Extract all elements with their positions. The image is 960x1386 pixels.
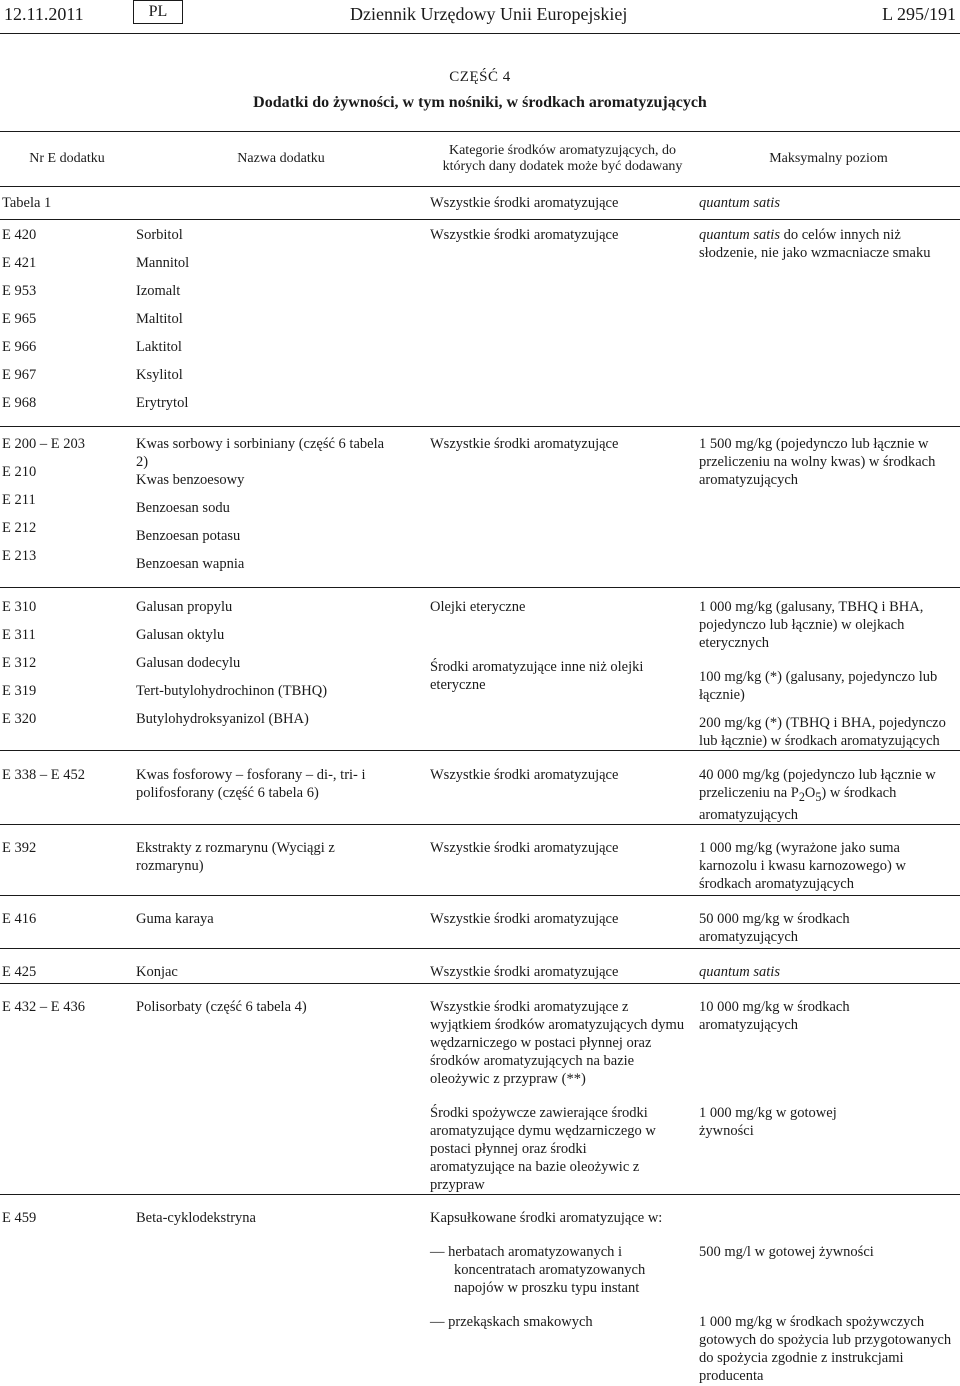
additive-name: Mannitol xyxy=(136,255,190,271)
code: E 319 xyxy=(2,683,37,699)
category-cell: Wszystkie środki aromatyzujące xyxy=(428,948,697,983)
additive-name: Sorbitol xyxy=(136,227,183,243)
code: E 200 – E 203 xyxy=(2,436,85,452)
name-cell: Kwas fosforowy – fosforany – di-, tri- i polifosforany (część 6 tabela 6) xyxy=(134,751,428,825)
code: E 213 xyxy=(2,548,37,564)
header-name: Nazwa dodatku xyxy=(134,132,428,187)
additive-name: Galusan propylu xyxy=(136,599,233,615)
max-text: 40 000 mg/kg (pojedynczo lub łącznie w przeliczeniu na P xyxy=(699,767,936,801)
name-cell xyxy=(134,220,428,427)
publication-date: 12.11.2011 xyxy=(4,4,84,24)
additive-name: Ksylitol xyxy=(136,367,183,383)
code-cell xyxy=(0,220,134,427)
code: E 967 xyxy=(2,367,37,383)
header-code: Nr E dodatku xyxy=(0,132,134,187)
table-row xyxy=(0,220,960,427)
table-row xyxy=(0,187,960,220)
code: E 211 xyxy=(2,492,36,508)
code: E 212 xyxy=(2,520,37,536)
header-max-level: Maksymalny poziom xyxy=(697,132,960,187)
code: E 320 xyxy=(2,711,37,727)
code: E 966 xyxy=(2,339,37,355)
category-text: Olejki eteryczne xyxy=(430,599,526,615)
additive-name: Kwas benzoesowy xyxy=(136,472,245,488)
code: E 965 xyxy=(2,311,37,327)
name-cell xyxy=(134,427,428,588)
max-level-cell: 1 500 mg/kg (pojedynczo lub łącznie w przeliczeniu na wolny kwas) w środkach aromatyzujących xyxy=(697,427,960,588)
header-divider xyxy=(0,33,960,34)
code: E 210 xyxy=(2,464,37,480)
table-row xyxy=(0,948,960,983)
additive-name: Izomalt xyxy=(136,283,181,299)
additive-name: Galusan oktylu xyxy=(136,627,225,643)
header-category: Kategorie środków aromatyzujących, do których dany dodatek może być dodawany xyxy=(428,132,697,187)
max-level-cell xyxy=(697,983,960,1194)
max-level-cell xyxy=(697,1194,960,1385)
additive-name: Maltitol xyxy=(136,311,183,327)
category-cell: Wszystkie środki aromatyzujące xyxy=(428,824,697,895)
category-cell xyxy=(428,588,697,751)
part-heading: CZĘŚĆ 4 xyxy=(449,69,511,85)
max-level-cell xyxy=(697,588,960,751)
additive-name: Tert-butylohydrochinon (TBHQ) xyxy=(136,683,328,699)
max-level-cell xyxy=(697,220,960,427)
table-row xyxy=(0,427,960,588)
additive-name: Galusan dodecylu xyxy=(136,655,241,671)
category-cell: Wszystkie środki aromatyzujące xyxy=(428,187,697,220)
name-cell: Konjac xyxy=(134,948,428,983)
code: E 953 xyxy=(2,283,37,299)
language-badge: PL xyxy=(133,0,183,24)
code: E 420 xyxy=(2,227,37,243)
category-cell: Wszystkie środki aromatyzujące xyxy=(428,751,697,825)
additive-name: Butylohydroksyanizol (BHA) xyxy=(136,711,309,727)
code: E 312 xyxy=(2,655,37,671)
max-level-cell: 50 000 mg/kg w środkach aromatyzujących xyxy=(697,895,960,948)
code-cell xyxy=(0,588,134,751)
table-row xyxy=(0,1194,960,1385)
max-text: O xyxy=(804,785,816,801)
code-cell: E 338 – E 452 xyxy=(0,751,134,825)
page-header xyxy=(0,0,960,34)
code-cell: E 432 – E 436 xyxy=(0,983,134,1194)
code: E 421 xyxy=(2,255,37,271)
code-cell xyxy=(0,427,134,588)
additive-name: Benzoesan potasu xyxy=(136,528,241,544)
max-level-cell: quantum satis xyxy=(697,187,960,220)
max-text: 200 mg/kg (*) (TBHQ i BHA, pojedynczo lub łącznie) w środkach aromatyzujących xyxy=(699,715,946,749)
category-text: — herbatach aromatyzowanych i koncentratach aromatyzowanych napojów w proszku typu instant xyxy=(430,1243,646,1296)
category-cell: Wszystkie środki aromatyzujące xyxy=(428,220,697,427)
additives-table xyxy=(0,132,960,1385)
max-text: 500 mg/l w gotowej żywności xyxy=(699,1243,874,1260)
subscript: 2 xyxy=(798,789,805,804)
table-row xyxy=(0,895,960,948)
code-cell: E 425 xyxy=(0,948,134,983)
max-text: 1 000 mg/kg w gotowej żywności xyxy=(699,1104,837,1139)
tabela-label: Tabela 1 xyxy=(0,187,134,220)
max-text: ) w środkach aromatyzujących xyxy=(699,785,897,823)
table-row xyxy=(0,983,960,1194)
category-text: Kapsułkowane środki aromatyzujące w: xyxy=(430,1209,663,1226)
category-cell xyxy=(428,983,697,1194)
category-cell: Wszystkie środki aromatyzujące xyxy=(428,427,697,588)
category-cell xyxy=(428,1194,697,1385)
max-level-cell: quantum satis xyxy=(697,948,960,983)
name-cell: Guma karaya xyxy=(134,895,428,948)
name-cell: Ekstrakty z rozmarynu (Wyciągi z rozmarynu) xyxy=(134,824,428,895)
category-text: Wszystkie środki aromatyzujące z wyjątkiem środków aromatyzujących dymu wędzarniczego w postaci płynnej oraz środków aromatyzujących na bazie oleożywic z przypraw (**) xyxy=(430,998,685,1087)
subscript: 5 xyxy=(815,789,822,804)
max-rest: do celów innych niż słodzenie, nie jako wzmacniacze smaku xyxy=(699,227,931,261)
category-cell: Wszystkie środki aromatyzujące xyxy=(428,895,697,948)
name-cell: Polisorbaty (część 6 tabela 4) xyxy=(134,983,428,1194)
max-level-cell xyxy=(697,751,960,825)
category-text: Środki aromatyzujące inne niż olejki eteryczne xyxy=(430,659,644,693)
journal-title: Dziennik Urzędowy Unii Europejskiej xyxy=(350,4,628,24)
table-row xyxy=(0,751,960,825)
additive-name: Kwas sorbowy i sorbiniany (część 6 tabela 2) xyxy=(136,436,385,470)
category-text: Środki spożywcze zawierające środki aromatyzujące dymu wędzarniczego w postaci płynnej oraz środki aromatyzujące na bazie oleożywic z przypraw xyxy=(430,1104,656,1193)
max-text: 100 mg/kg (*) (galusany, pojedynczo lub łącznie) xyxy=(699,669,938,703)
code-cell: E 416 xyxy=(0,895,134,948)
max-text: 1 000 mg/kg (galusany, TBHQ i BHA, pojedynczo lub łącznie) w olejkach eterycznych xyxy=(699,599,924,651)
code: E 311 xyxy=(2,627,36,643)
additive-name: Benzoesan wapnia xyxy=(136,556,245,572)
max-italic: quantum satis xyxy=(699,227,780,243)
code-cell: E 392 xyxy=(0,824,134,895)
table-header-row xyxy=(0,132,960,187)
code: E 968 xyxy=(2,395,37,411)
table-row xyxy=(0,824,960,895)
name-cell xyxy=(134,588,428,751)
additive-name: Benzoesan sodu xyxy=(136,500,230,516)
category-text: — przekąskach smakowych xyxy=(430,1313,593,1330)
additive-name: Laktitol xyxy=(136,339,182,355)
section-title: Dodatki do żywności, w tym nośniki, w środkach aromatyzujących xyxy=(253,94,707,111)
name-cell: Beta-cyklodekstryna xyxy=(136,1209,256,1226)
table-row xyxy=(0,588,960,751)
max-text: 1 000 mg/kg w środkach spożywczych gotowych do spożycia lub przygotowanych do spożycia zgodnie z instrukcjami producenta xyxy=(699,1313,952,1384)
code-cell: E 459 xyxy=(2,1209,37,1226)
additive-name: Erytrytol xyxy=(136,395,189,411)
code: E 310 xyxy=(2,599,37,615)
max-level-cell: 1 000 mg/kg (wyrażone jako suma karnozolu i kwasu karnozowego) w środkach aromatyzujących xyxy=(697,824,960,895)
max-text: 10 000 mg/kg w środkach aromatyzujących xyxy=(699,998,850,1033)
page-number: L 295/191 xyxy=(882,4,956,24)
